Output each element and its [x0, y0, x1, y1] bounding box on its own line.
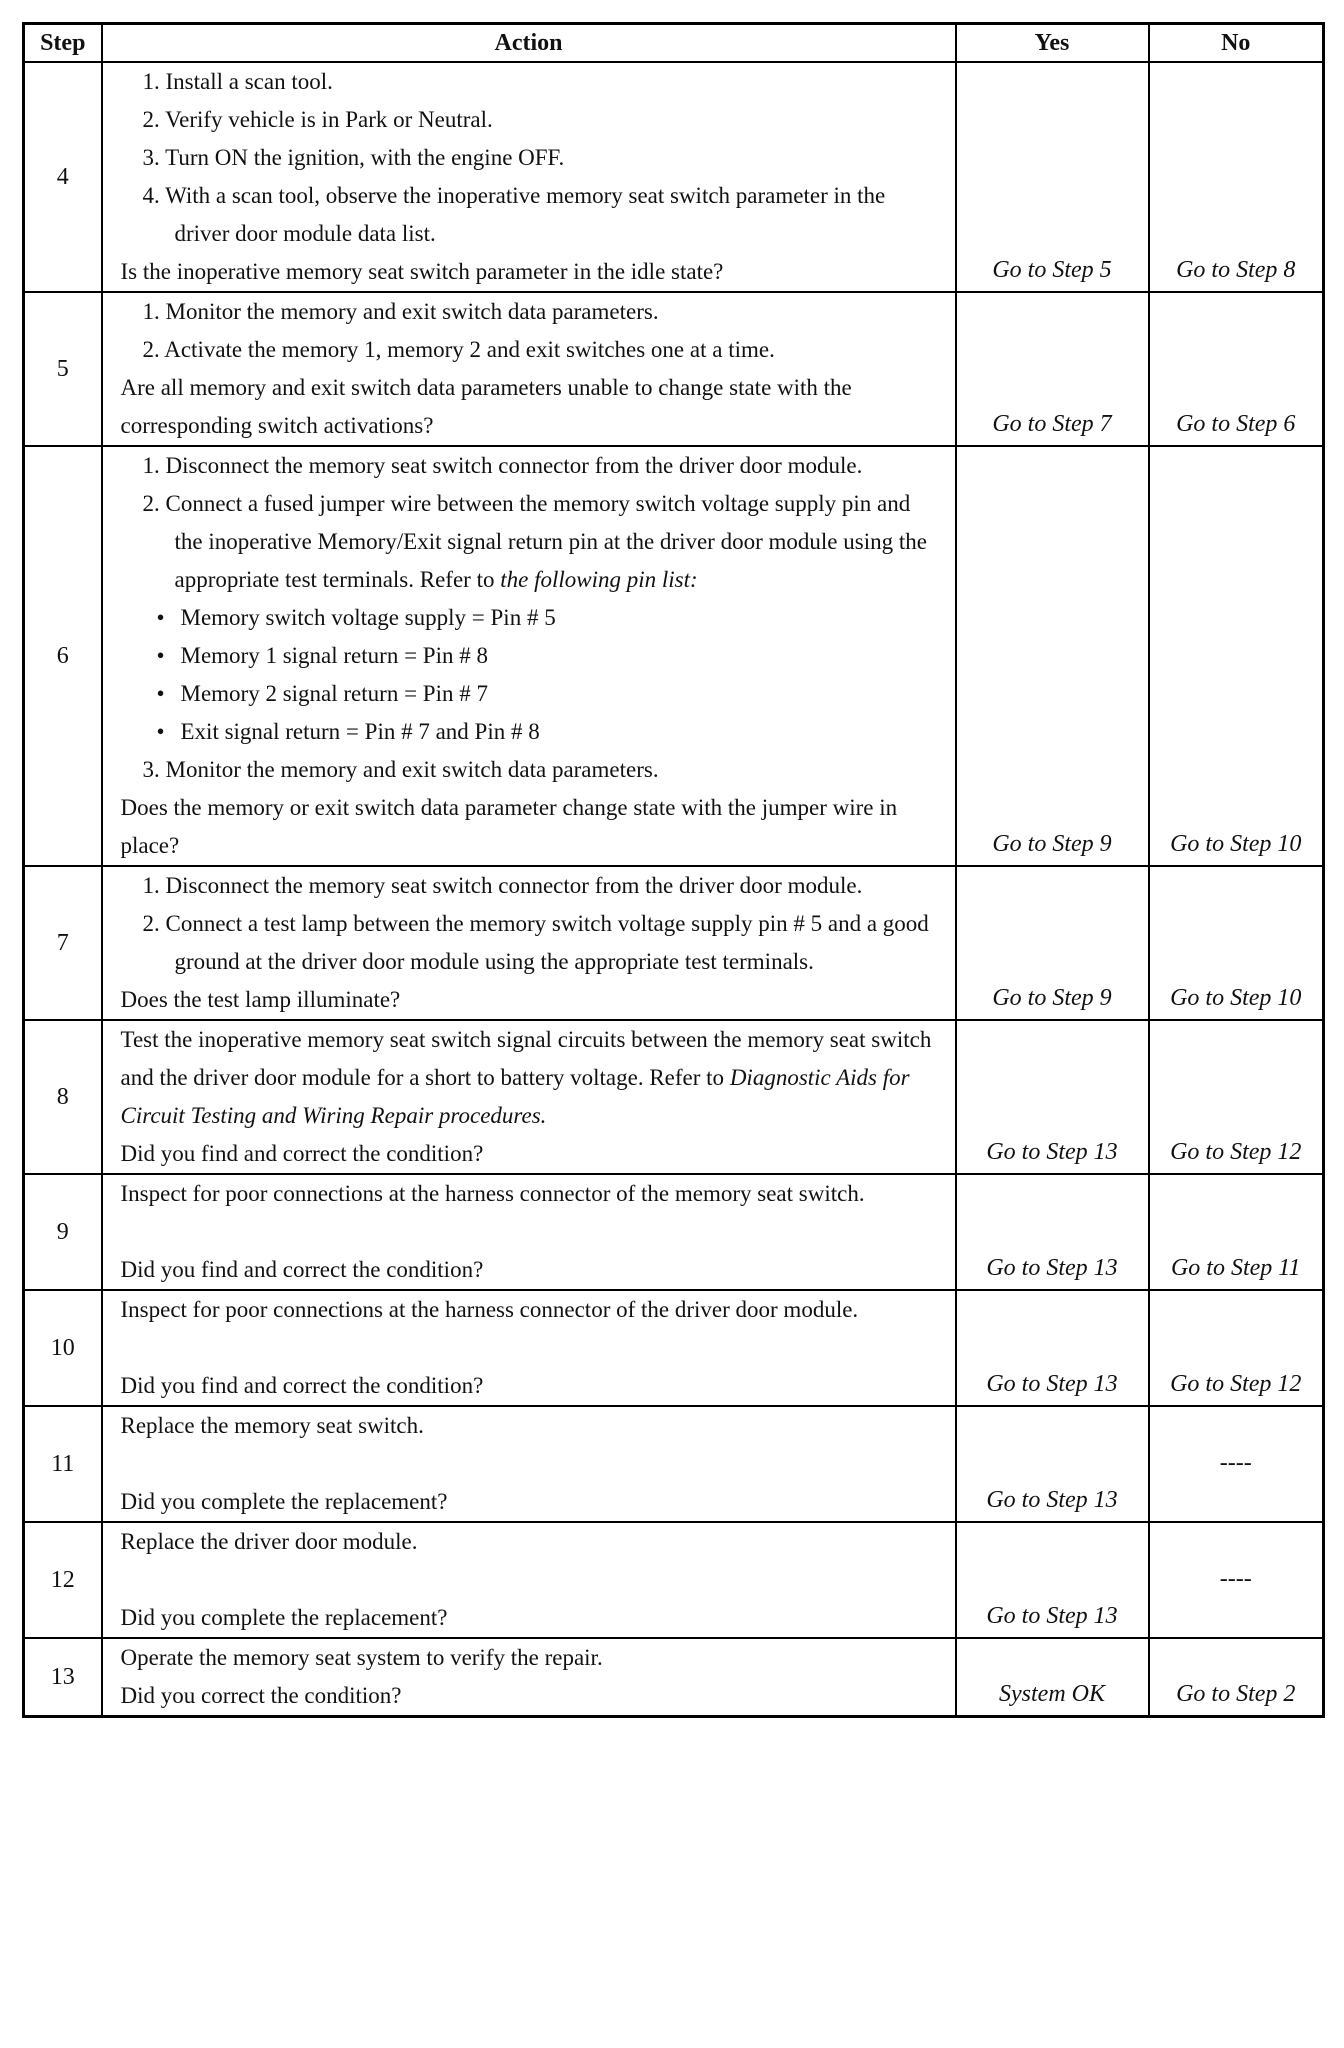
spacer	[121, 1561, 941, 1599]
action-text: Replace the memory seat switch.	[120, 1413, 424, 1438]
action-item: 1. Monitor the memory and exit switch data parameters.	[142, 299, 659, 324]
yes-result: Go to Step 13	[956, 1522, 1149, 1638]
action-question: Did you find and correct the condition?	[120, 1257, 484, 1282]
action-list	[121, 447, 941, 599]
action-text: Inspect for poor connections at the harness connector of the memory seat switch.	[120, 1181, 865, 1206]
action-list	[121, 751, 941, 789]
action-text: Replace the driver door module.	[120, 1529, 418, 1554]
action-item: 1. Install a scan tool.	[142, 69, 333, 94]
no-result: Go to Step 2	[1149, 1638, 1324, 1717]
step-number: 8	[24, 1020, 102, 1174]
action-item: 2. Connect a test lamp between the memory switch voltage supply pin # 5 and a good ground at the driver door module using the appropriate test terminals.	[142, 911, 929, 974]
pin-list-item: • Exit signal return = Pin # 7 and Pin # 8	[121, 713, 941, 751]
action-text: Operate the memory seat system to verify the repair.	[120, 1645, 603, 1670]
table-row	[24, 1174, 1324, 1290]
no-result: Go to Step 11	[1149, 1174, 1324, 1290]
action-cell	[102, 446, 956, 866]
step-number: 5	[24, 292, 102, 446]
action-list	[121, 63, 941, 253]
step-number: 11	[24, 1406, 102, 1522]
step-number: 12	[24, 1522, 102, 1638]
action-cell	[102, 62, 956, 292]
table-row	[24, 866, 1324, 1020]
header-yes: Yes	[956, 24, 1149, 63]
header-row	[24, 24, 1324, 63]
yes-result: Go to Step 13	[956, 1290, 1149, 1406]
table-row	[24, 1638, 1324, 1717]
action-question: Does the test lamp illuminate?	[120, 987, 401, 1012]
action-cell	[102, 1638, 956, 1717]
pin-list-item: • Memory switch voltage supply = Pin # 5	[121, 599, 941, 637]
yes-result: System OK	[956, 1638, 1149, 1717]
action-item: 3. Turn ON the ignition, with the engine OFF.	[142, 145, 565, 170]
action-cell	[102, 1174, 956, 1290]
step-number: 13	[24, 1638, 102, 1717]
table-row	[24, 1020, 1324, 1174]
spacer	[121, 1329, 941, 1367]
procedure-reference: Diagnostic Aids for Circuit Testing and Wiring Repair procedures.	[120, 1065, 910, 1128]
step-number: 6	[24, 446, 102, 866]
action-item: 2. Verify vehicle is in Park or Neutral.	[142, 107, 493, 132]
yes-result: Go to Step 7	[956, 292, 1149, 446]
action-item: 1. Disconnect the memory seat switch connector from the driver door module.	[142, 873, 863, 898]
diagnostic-table-document	[22, 22, 1322, 1718]
action-question: Is the inoperative memory seat switch parameter in the idle state?	[120, 259, 724, 284]
action-item	[121, 485, 941, 599]
action-item: 1. Disconnect the memory seat switch connector from the driver door module.	[142, 453, 863, 478]
action-question: Did you complete the replacement?	[120, 1489, 448, 1514]
yes-result: Go to Step 9	[956, 866, 1149, 1020]
diagnostic-table	[22, 22, 1325, 1718]
action-cell	[102, 1290, 956, 1406]
no-result: ----	[1149, 1522, 1324, 1638]
action-text: Test the inoperative memory seat switch signal circuits between the memory seat switch and the driver door module for a short to battery voltage. Refer to	[120, 1027, 932, 1090]
action-item: 3. Monitor the memory and exit switch data parameters.	[142, 757, 659, 782]
spacer	[121, 1213, 941, 1251]
no-result: Go to Step 12	[1149, 1020, 1324, 1174]
table-row	[24, 292, 1324, 446]
no-result: Go to Step 6	[1149, 292, 1324, 446]
action-cell	[102, 1406, 956, 1522]
no-result: Go to Step 8	[1149, 62, 1324, 292]
header-action: Action	[102, 24, 956, 63]
action-cell	[102, 1020, 956, 1174]
header-step: Step	[24, 24, 102, 63]
action-cell	[102, 866, 956, 1020]
action-list	[121, 867, 941, 981]
step-number: 9	[24, 1174, 102, 1290]
action-question: Did you find and correct the condition?	[120, 1373, 484, 1398]
table-row	[24, 62, 1324, 292]
action-item-text: 2. Connect a fused jumper wire between the memory switch voltage supply pin and the inoperative Memory/Exit signal return pin at the driver door module using the appropriate test terminals. Refer to	[142, 491, 927, 592]
step-number: 10	[24, 1290, 102, 1406]
yes-result: Go to Step 13	[956, 1174, 1149, 1290]
yes-result: Go to Step 5	[956, 62, 1149, 292]
step-number: 7	[24, 866, 102, 1020]
spacer	[121, 1445, 941, 1483]
header-no: No	[1149, 24, 1324, 63]
action-cell	[102, 292, 956, 446]
action-text: Inspect for poor connections at the harness connector of the driver door module.	[120, 1297, 859, 1322]
pin-list-item: • Memory 1 signal return = Pin # 8	[121, 637, 941, 675]
no-result: Go to Step 10	[1149, 446, 1324, 866]
action-question: Are all memory and exit switch data parameters unable to change state with the corresponding switch activations?	[120, 375, 852, 438]
no-result: Go to Step 10	[1149, 866, 1324, 1020]
no-result: Go to Step 12	[1149, 1290, 1324, 1406]
table-row	[24, 1290, 1324, 1406]
pin-list-reference: the following pin list:	[500, 567, 698, 592]
table-row	[24, 1522, 1324, 1638]
step-number: 4	[24, 62, 102, 292]
table-row	[24, 446, 1324, 866]
yes-result: Go to Step 13	[956, 1020, 1149, 1174]
pin-list	[121, 599, 941, 751]
yes-result: Go to Step 13	[956, 1406, 1149, 1522]
action-question: Did you find and correct the condition?	[120, 1141, 484, 1166]
yes-result: Go to Step 9	[956, 446, 1149, 866]
action-question: Does the memory or exit switch data parameter change state with the jumper wire in place?	[120, 795, 898, 858]
pin-list-item: • Memory 2 signal return = Pin # 7	[121, 675, 941, 713]
action-question: Did you complete the replacement?	[120, 1605, 448, 1630]
action-question: Did you correct the condition?	[120, 1683, 402, 1708]
no-result: ----	[1149, 1406, 1324, 1522]
action-item: 4. With a scan tool, observe the inoperative memory seat switch parameter in the driver door module data list.	[142, 183, 886, 246]
action-list	[121, 293, 941, 369]
action-cell	[102, 1522, 956, 1638]
action-item: 2. Activate the memory 1, memory 2 and exit switches one at a time.	[142, 337, 775, 362]
table-row	[24, 1406, 1324, 1522]
